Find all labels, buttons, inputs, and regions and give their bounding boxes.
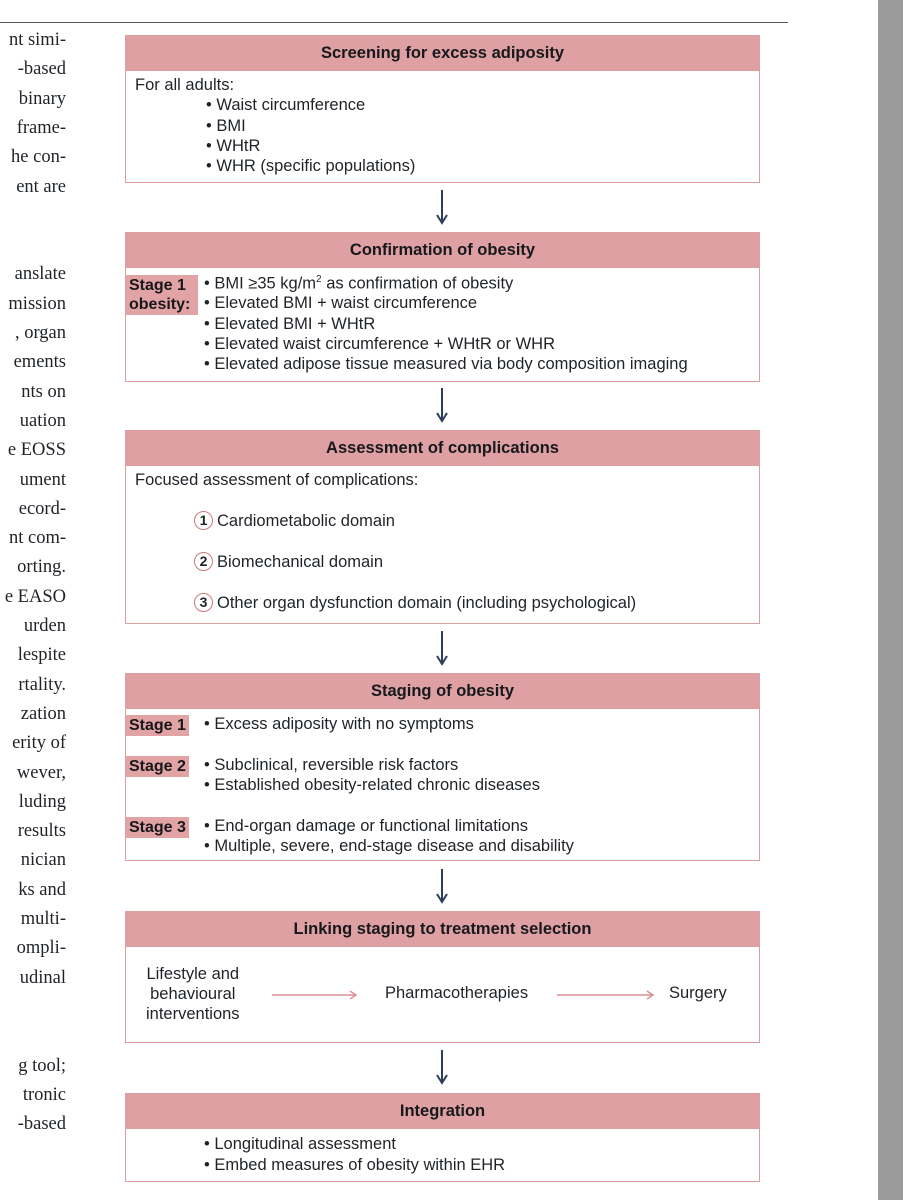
left-text-line: lespite bbox=[17, 645, 66, 666]
down-arrow-icon bbox=[436, 190, 448, 225]
number-circle: 2 bbox=[194, 552, 213, 571]
staging-box bbox=[125, 673, 760, 861]
integration-bullet: • Longitudinal assessment bbox=[204, 1135, 396, 1153]
stage-item: • End-organ damage or functional limitations bbox=[204, 817, 529, 835]
screening-bullet: • Waist circumference bbox=[206, 96, 366, 114]
superscript: 2 bbox=[316, 274, 322, 285]
domain-label: Other organ dysfunction domain (including psychological) bbox=[217, 594, 637, 612]
down-arrow-icon bbox=[436, 1050, 448, 1085]
treatment-step-text: behavioural bbox=[150, 985, 236, 1003]
confirmation-title: Confirmation of obesity bbox=[126, 233, 759, 268]
left-text-line: -based bbox=[17, 1114, 66, 1135]
stage-3-tag: Stage 3 bbox=[126, 817, 189, 838]
left-text-line: ks and bbox=[18, 879, 66, 900]
confirmation-bullet: • Elevated waist circumference + WHtR or WHR bbox=[204, 335, 556, 353]
down-arrow-icon bbox=[436, 388, 448, 423]
left-text-line: nt simi- bbox=[8, 30, 66, 50]
left-text-line: ements bbox=[13, 352, 66, 373]
stage-2-tag: Stage 2 bbox=[126, 756, 189, 777]
left-text-line: he con- bbox=[11, 147, 66, 168]
treatment-box bbox=[125, 911, 760, 1043]
left-text-line: , organ bbox=[14, 323, 66, 343]
screening-bullet-text: Waist circumference bbox=[216, 96, 366, 114]
integration-bullet: • Embed measures of obesity within EHR bbox=[204, 1156, 506, 1174]
page-edge-bar bbox=[878, 0, 903, 1200]
screening-box bbox=[125, 35, 760, 183]
down-arrow-icon bbox=[436, 631, 448, 666]
domain-item bbox=[194, 511, 395, 531]
treatment-step-text: interventions bbox=[146, 1005, 240, 1023]
screening-bullet: • WHR (specific populations) bbox=[206, 157, 416, 175]
domain-label: Biomechanical domain bbox=[217, 553, 384, 571]
left-text-line: udinal bbox=[19, 967, 66, 988]
down-arrow-icon bbox=[436, 869, 448, 904]
left-text-line: nician bbox=[20, 850, 66, 871]
left-text-line: g tool; bbox=[18, 1055, 66, 1076]
stage-item-text: Subclinical, reversible risk factors bbox=[214, 756, 459, 774]
left-text-line: ecord- bbox=[18, 498, 66, 519]
left-text-line: orting. bbox=[17, 557, 66, 578]
confirmation-bullet-text: Elevated waist circumference + WHtR or WHR bbox=[214, 335, 556, 353]
screening-bullet-text: WHtR bbox=[216, 137, 261, 155]
stage-item: • Subclinical, reversible risk factors bbox=[204, 756, 459, 774]
integration-bullet-text: Embed measures of obesity within EHR bbox=[214, 1156, 506, 1174]
stage-item: • Multiple, severe, end-stage disease and disability bbox=[204, 837, 574, 855]
screening-title: Screening for excess adiposity bbox=[126, 36, 759, 71]
stage-item-text: Established obesity-related chronic diseases bbox=[214, 776, 540, 794]
right-arrow-icon bbox=[272, 989, 358, 1001]
stage-item-text: Excess adiposity with no symptoms bbox=[214, 715, 474, 733]
confirmation-bullet: • Elevated BMI + WHtR bbox=[204, 315, 376, 333]
complications-intro: Focused assessment of complications: bbox=[135, 471, 419, 489]
left-text-line: luding bbox=[18, 791, 66, 812]
left-text-line: frame- bbox=[16, 117, 66, 138]
number-circle: 1 bbox=[194, 511, 213, 530]
confirmation-box bbox=[125, 232, 760, 382]
left-text-line: ent are bbox=[16, 176, 66, 197]
screening-bullet-text: BMI bbox=[216, 117, 246, 135]
stage-item-text: Multiple, severe, end-stage disease and disability bbox=[214, 837, 574, 855]
stage-tag-line1: Stage 1 bbox=[129, 277, 186, 294]
left-text-line: rtality. bbox=[18, 674, 66, 695]
left-text-line: -based bbox=[17, 59, 66, 80]
left-text-line: ument bbox=[19, 469, 66, 490]
treatment-step-text: Lifestyle and bbox=[146, 965, 240, 983]
confirmation-bullet: • Elevated adipose tissue measured via body composition imaging bbox=[204, 355, 688, 373]
screening-intro: For all adults: bbox=[135, 76, 235, 94]
screening-bullet: • BMI bbox=[206, 117, 246, 135]
stage-tag-line2: obesity: bbox=[129, 296, 191, 313]
left-text-line: anslate bbox=[14, 264, 66, 285]
left-text-line: urden bbox=[23, 616, 66, 636]
complications-title: Assessment of complications bbox=[126, 431, 759, 466]
staging-title: Staging of obesity bbox=[126, 674, 759, 709]
stage-1-tag: Stage 1 bbox=[126, 715, 189, 736]
left-text-line: binary bbox=[18, 88, 66, 109]
confirmation-bullet: • Elevated BMI + waist circumference bbox=[204, 294, 478, 312]
left-text-line: results bbox=[17, 821, 66, 842]
domain-item bbox=[194, 552, 383, 572]
domain-label: Cardiometabolic domain bbox=[217, 512, 395, 530]
confirmation-bullet-text: as confirmation of obesity bbox=[321, 274, 514, 293]
left-text-line: erity of bbox=[12, 733, 66, 754]
confirmation-bullet-text: BMI ≥35 kg/m bbox=[214, 274, 317, 293]
confirmation-bullet-text: Elevated BMI + WHtR bbox=[214, 315, 376, 333]
left-text-line: zation bbox=[20, 703, 66, 724]
right-arrow-icon bbox=[557, 989, 655, 1001]
integration-box bbox=[125, 1093, 760, 1182]
left-text-line: nts on bbox=[21, 381, 66, 402]
confirmation-bullet: • BMI ≥35 $kg/m^2$ as confirmation of obesity bbox=[204, 274, 514, 293]
integration-bullet-text: Longitudinal assessment bbox=[214, 1135, 396, 1153]
left-text-line: e EASO bbox=[4, 586, 66, 607]
top-rule bbox=[0, 22, 788, 23]
treatment-title: Linking staging to treatment selection bbox=[126, 912, 759, 947]
complications-box bbox=[125, 430, 760, 624]
left-text-line: tronic bbox=[22, 1084, 66, 1105]
left-text-line: nt com- bbox=[8, 528, 66, 549]
stage-item: • Excess adiposity with no symptoms bbox=[204, 715, 474, 733]
confirmation-bullet-text: Elevated adipose tissue measured via body composition imaging bbox=[214, 355, 688, 373]
stage-1-obesity-tag bbox=[126, 275, 198, 315]
left-text-line: mission bbox=[8, 293, 66, 314]
left-text-line: e EOSS bbox=[7, 440, 66, 461]
left-text-line: multi- bbox=[20, 909, 66, 929]
treatment-step-surgery: Surgery bbox=[669, 984, 727, 1002]
treatment-step-pharma: Pharmacotherapies bbox=[385, 984, 529, 1002]
treatment-step-lifestyle bbox=[146, 964, 240, 1024]
stage-item-text: End-organ damage or functional limitations bbox=[214, 817, 529, 835]
screening-bullet-text: WHR (specific populations) bbox=[216, 157, 416, 175]
left-text-line: wever, bbox=[16, 762, 66, 783]
domain-item bbox=[194, 593, 636, 613]
number-circle: 3 bbox=[194, 593, 213, 612]
integration-title: Integration bbox=[126, 1094, 759, 1129]
screening-bullet: • WHtR bbox=[206, 137, 261, 155]
stage-item: • Established obesity-related chronic diseases bbox=[204, 776, 540, 794]
confirmation-bullet-text: Elevated BMI + waist circumference bbox=[214, 294, 478, 312]
left-text-line: ompli- bbox=[16, 938, 66, 959]
left-text-line: uation bbox=[19, 410, 66, 431]
